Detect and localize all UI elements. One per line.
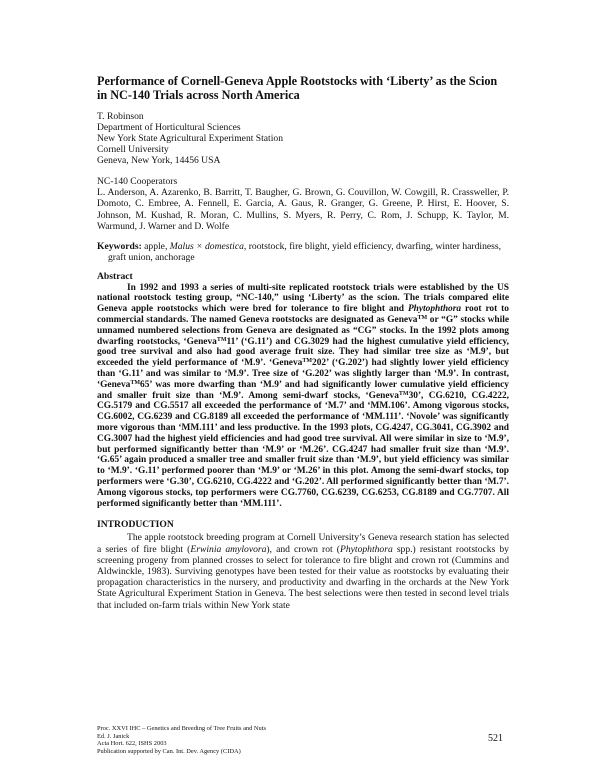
footer-line: Publication supported by Can. Int. Dev. Agency (CIDA) <box>97 748 241 756</box>
affiliation-line: Department of Horticultural Sciences <box>97 122 241 133</box>
affiliation-line: Cornell University <box>97 144 169 155</box>
text-run: 11’ (‘G.11’) and CG.3029 had the highest cumulative yield efficiency, good tree survival and also had good average fruit size. They had similar tree size as ‘M.9’, but exceeded the yield performance of ‘M.9’. ‘Geneva <box>97 336 509 369</box>
text-run: 65’ was more dwarfing than ‘M.9’ and had significantly lower cumulative yield efficiency and smaller fruit size than ‘M.9’. Among semi-dwarf stocks, ‘Geneva <box>97 379 509 401</box>
text-run: root rot to commercial standards. The named Geneva rootstocks are designated as Geneva <box>97 304 509 326</box>
italic-term: Phytophthora <box>407 304 462 315</box>
keywords <box>97 241 509 263</box>
cooperators-list: L. Anderson, A. Azarenko, B. Barritt, T. Baugher, G. Brown, G. Couvillon, W. Cowgill, R. Crassweller, P. Domoto, C. Embree, A. Fennell, E. Garcia, A. Gaus, R. Granger, G. Greene, P. Hirst, E. Hoover, S. Johnson, M. Kushad, R. Moran, C. Mullins, S. Myers, R. Perry, C. Rom, J. Schupp, K. Taylor, M. Warmund, J. Warner and D. Wolfe <box>97 187 509 233</box>
trademark-superscript: TM <box>398 390 409 397</box>
page-content <box>97 74 509 611</box>
keywords-text: , rootstock, fire blight, yield efficiency, dwarfing, winter hardiness, graft union, anchorage <box>108 240 501 263</box>
text-run: ), and crown rot ( <box>266 543 340 555</box>
paper-title: Performance of Cornell-Geneva Apple Rootstocks with ‘Liberty’ as the Scion in NC-140 Trials across North America <box>97 74 498 102</box>
text-run: or “G” stocks while unnamed numbered selections from Geneva are designated as “CG” stocks. In the 1992 plots among dwarfing rootstocks, ‘Geneva <box>97 315 510 347</box>
italic-term: Phytophthora <box>339 543 393 555</box>
text-run: 30’, CG.6210, CG.4222, CG.5179 and CG.5517 all exceeded the performance of ‘M.7’ and ‘MM.106’. Among vigorous stocks, CG.6002, CG.6239 and CG.8189 all exceeded the performance of ‘MM.111’. ‘Novole’ was significantly more vigorous than ‘MM.111’ and less productive. In the 1993 plots, CG.4247, CG.3041, CG.3902 and CG.3007 had the highest yield efficiencies and had good tree survival. All were similar in size to ‘M.9’, but performed significantly better than ‘M.9’ or ‘M.26’. CG.4247 had smaller fruit size than ‘M.9’. ‘G.65’ again produced a smaller tree and smaller fruit size than ‘M.9’, but yield efficiency was similar to ‘M.9’. ‘G.11’ performed poorer than ‘M.9’ or ‘M.26’ in this plot. Among the semi-dwarf stocks, top performers were ‘G.30’, CG.6210, CG.4222 and ‘G.202’. All performed significantly better than ‘M.7’. Among vigorous stocks, top performers were CG.7760, CG.6239, CG.6253, CG.8189 and CG.7707. All performed significantly better than ‘MM.111’. <box>97 390 509 509</box>
abstract-heading: Abstract <box>97 270 133 282</box>
author-name: T. Robinson <box>97 111 144 122</box>
trademark-superscript: TM <box>216 336 227 343</box>
footer-line: Proc. XXVI IHC – Genetics and Breeding of Tree Fruits and Nuts <box>97 725 266 732</box>
page-number: 521 <box>488 733 503 744</box>
abstract-body <box>97 283 509 510</box>
affiliation-line: New York State Agricultural Experiment Station <box>97 133 283 144</box>
introduction-body <box>97 532 509 610</box>
affiliation-line: Geneva, New York, 14456 USA <box>97 155 221 166</box>
author-block <box>97 111 509 166</box>
trademark-superscript: TM <box>417 315 428 322</box>
text-run: The apple rootstock breeding program at Cornell University’s Geneva research station has selected a series of fire blight ( <box>97 532 509 555</box>
footer-line: Acta Hort. 622, ISHS 2003 <box>97 740 167 748</box>
keywords-label: Keywords: <box>97 240 142 252</box>
footer-line: Ed. J. Janick <box>97 732 130 740</box>
italic-term: Erwinia amylovora <box>190 543 267 555</box>
text-run: spp.) resistant rootstocks by screening progeny from planned crosses to select for tolerance to fire blight and crown rot (Cummins and Aldwinckle, 1983). Surviving genotypes have been tested for their value as rootstocks by evaluating their propagation characteristics in the nursery, and productivity and dwarfing in the orchards at the New York State Agricultural Experiment Station in Geneva. The best selections were then tested in second level trials that included on-farm trials within New York state <box>97 543 509 611</box>
cooperators-heading: NC-140 Cooperators <box>97 176 178 187</box>
trademark-superscript: TM <box>302 358 313 365</box>
trademark-superscript: TM <box>130 379 140 386</box>
introduction-heading: INTRODUCTION <box>97 519 174 531</box>
keywords-species: Malus × domestica <box>169 240 244 252</box>
keywords-text: apple, <box>141 240 170 252</box>
text-run: In 1992 and 1993 a series of multi-site replicated rootstock trials were established by the US national rootstock testing group, “NC-140,” using ‘Liberty’ as the scion. The trials compared elite Geneva apple rootstocks which were bred for tolerance to fire blight and <box>97 282 509 315</box>
text-run: 202’ (‘G.202’) had slightly lower yield efficiency than ‘G.11’ and was similar to ‘M.9’. Tree size of ‘G.202’ was slightly larger than ‘M.9’. In contrast, ‘Geneva <box>97 358 509 390</box>
page-footer <box>97 725 266 756</box>
